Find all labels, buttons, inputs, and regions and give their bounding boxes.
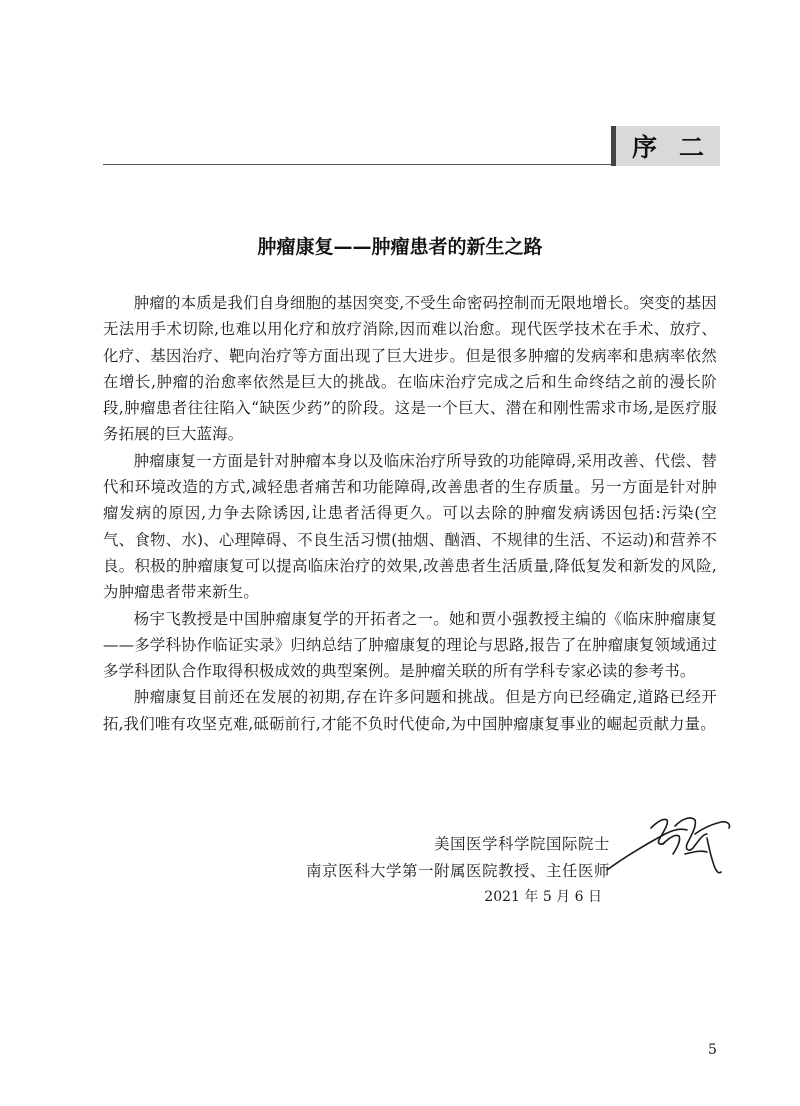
author-title-line: 美国医学科学院国际院士 <box>434 835 610 853</box>
signature-block <box>306 831 610 910</box>
signature-date: 2021 年 5 月 6 日 <box>484 889 602 905</box>
section-tab <box>611 126 726 166</box>
page-number: 5 <box>708 1042 717 1058</box>
paragraph: 肿瘤的本质是我们自身细胞的基因突变,不受生命密码控制而无限地增长。突变的基因无法用手术切除,也难以用化疗和放疗消除,因而难以治愈。现代医学技术在手术、放疗、化疗、基因治疗、靶向治疗等方面出现了巨大进步。但是很多肿瘤的发病率和患病率依然在增长,肿瘤的治愈率依然是巨大的挑战。在临床治疗完成之后和生命终结之前的漫长阶段,肿瘤患者往往陷入“缺医少药”的阶段。这是一个巨大、潜在和刚性需求市场,是医疗服务拓展的巨大蓝海。 <box>103 294 717 444</box>
paragraph: 杨宇飞教授是中国肿瘤康复学的开拓者之一。她和贾小强教授主编的《临床肿瘤康复——多学科协作临证实录》归纳总结了肿瘤康复的理论与思路,报告了在肿瘤康复领域通过多学科团队合作取得积极成效的典型案例。是肿瘤关联的所有学科专家必读的参考书。 <box>103 609 717 681</box>
section-label: 序二 <box>631 133 726 162</box>
article-title: 肿瘤康复——肿瘤患者的新生之路 <box>257 236 543 258</box>
author-affiliation-line: 南京医科大学第一附属医院教授、主任医师 <box>306 861 610 880</box>
article-body <box>103 290 717 737</box>
paragraph: 肿瘤康复目前还在发展的初期,存在许多问题和挑战。但是方向已经确定,道路已经开拓,我们唯有攻坚克难,砥砺前行,才能不负时代使命,为中国肿瘤康复事业的崛起贡献力量。 <box>103 688 717 733</box>
paragraph: 肿瘤康复一方面是针对肿瘤本身以及临床治疗所导致的功能障碍,采用改善、代偿、替代和环境改造的方式,减轻患者痛苦和功能障碍,改善患者的生存质量。另一方面是针对肿瘤发病的原因,力争去除诱因,让患者活得更久。可以去除的肿瘤发病诱因包括:污染(空气、食物、水)、心理障碍、不良生活习惯(抽烟、酗酒、不规律的生活、不运动)和营养不良。积极的肿瘤康复可以提高临床治疗的效果,改善患者生活质量,降低复发和新发的风险,为肿瘤患者带来新生。 <box>103 451 717 602</box>
handwritten-signature <box>603 808 738 888</box>
